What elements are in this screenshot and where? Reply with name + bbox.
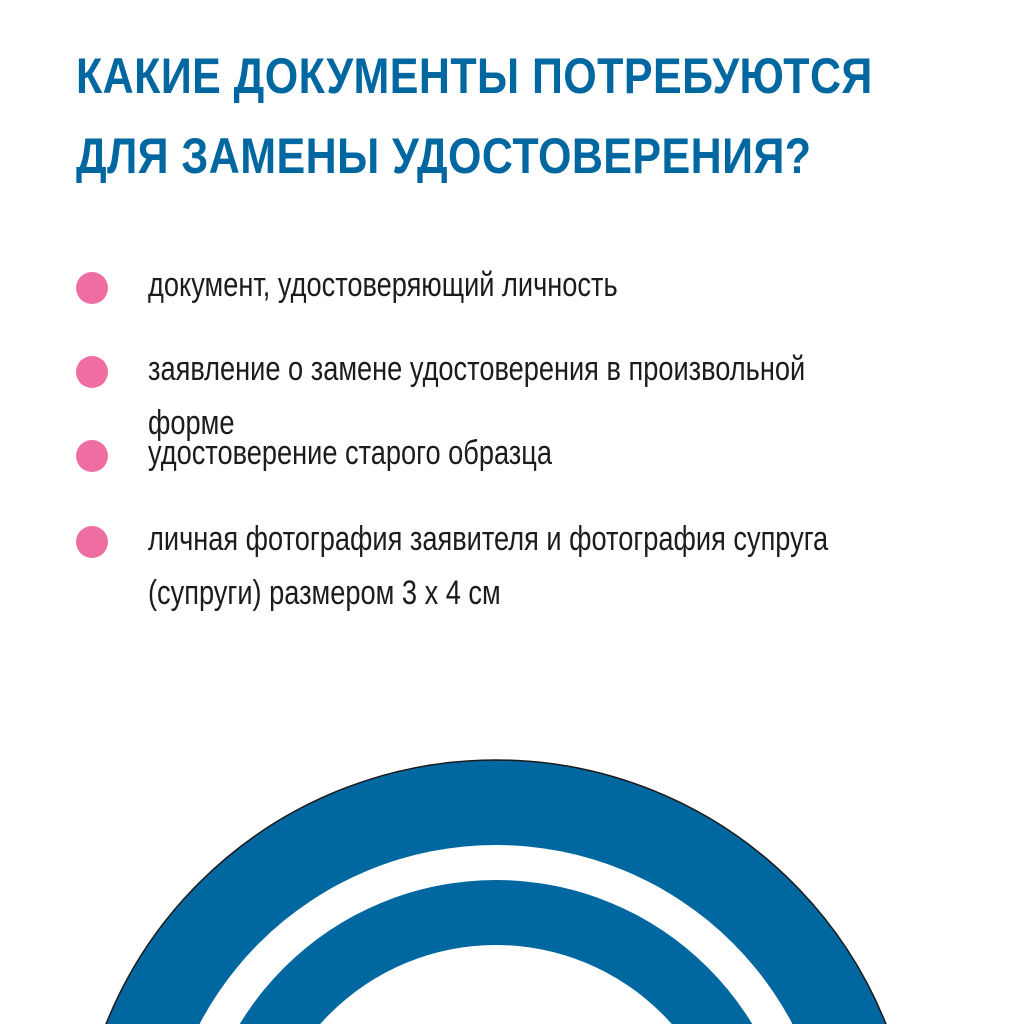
list-item-label: заявление о замене удостоверения в произвольной форме xyxy=(148,350,806,442)
list-item-label: личная фотография заявителя и фотография супруга (супруги) размером 3 х 4 см xyxy=(148,520,829,612)
title-line-1: КАКИЕ ДОКУМЕНТЫ ПОТРЕБУЮТСЯ xyxy=(76,48,873,104)
list-item-label: удостоверение старого образца xyxy=(148,434,552,472)
title-line-2: ДЛЯ ЗАМЕНЫ УДОСТОВЕРЕНИЯ? xyxy=(76,128,812,184)
list-item-label: документ, удостоверяющий личность xyxy=(148,266,618,304)
